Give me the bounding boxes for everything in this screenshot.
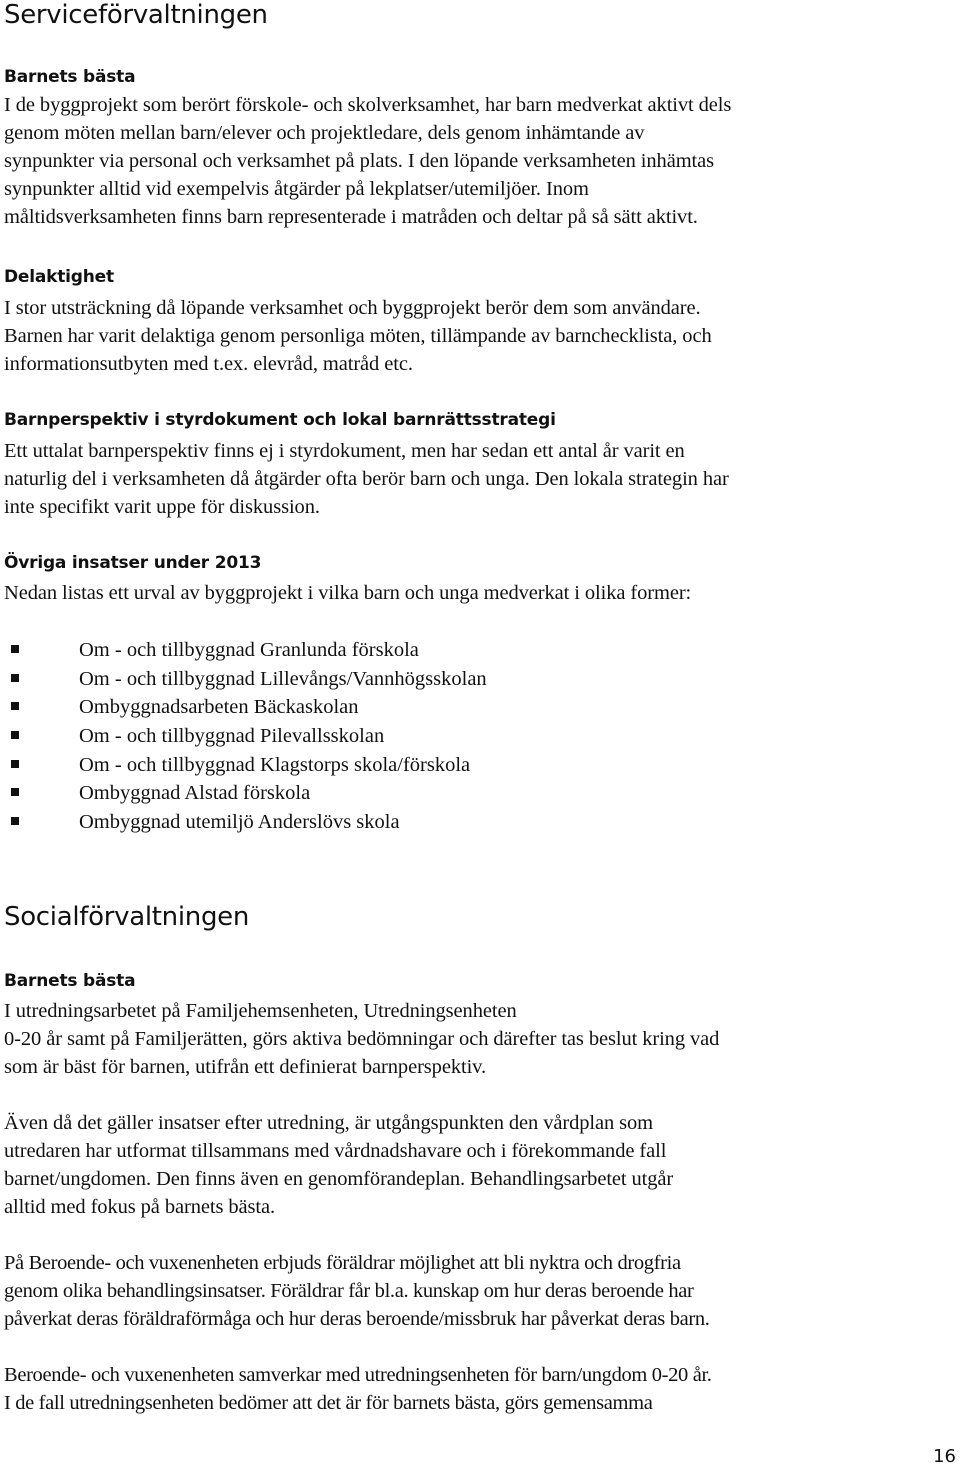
paragraph-ovriga-intro [4,579,959,607]
text-line: Beroende- och vuxenenheten samverkar med utredningsenheten för barn/ungdom 0-20 år. [4,1364,712,1386]
list-item-text: Ombyggnad utemiljö Anderslövs skola [79,811,400,834]
bullet-square-icon [11,674,19,682]
bullet-square-icon [11,760,19,768]
list-item-text: Om - och tillbyggnad Pilevallsskolan [79,725,385,748]
bullet-square-icon [11,702,19,710]
text-line: Även då det gäller insatser efter utredning, är utgångspunkten den vårdplan som [4,1112,654,1134]
text-line: alltid med fokus på barnets bästa. [4,1196,275,1218]
text-line: påverkat deras föräldraförmåga och hur deras beroende/missbruk har påverkat deras barn. [4,1308,710,1330]
page-number: 16 [933,1446,956,1467]
text-line: inte specifikt varit uppe för diskussion. [4,496,320,518]
text-line: Ett uttalat barnperspektiv finns ej i styrdokument, men har sedan ett antal år varit en [4,440,685,462]
heading-delaktighet: Delaktighet [4,267,114,287]
heading-barnets-basta-social: Barnets bästa [4,971,136,991]
text-line: genom möten mellan barn/elever och projektledare, dels genom inhämtande av [4,122,645,144]
list-item-text: Om - och tillbyggnad Klagstorps skola/förskola [79,753,471,776]
heading-barnets-basta: Barnets bästa [4,67,136,87]
bullet-square-icon [11,731,19,739]
text-line: 0-20 år samt på Familjerätten, görs aktiva bedömningar och därefter tas beslut kring vad [4,1028,720,1050]
text-line: informationsutbyten med t.ex. elevråd, matråd etc. [4,353,413,375]
list-item-text: Ombyggnadsarbeten Bäckaskolan [79,696,359,719]
text-line: Nedan listas ett urval av byggprojekt i vilka barn och unga medverkat i olika former: [4,582,692,604]
text-line: barnet/ungdomen. Den finns även en genomförandeplan. Behandlingsarbetet utgår [4,1168,674,1190]
text-line: utredaren har utformat tillsammans med vårdnadshavare och i förekommande fall [4,1140,667,1162]
bullet-square-icon [11,645,19,653]
text-line: I utredningsarbetet på Familjehemsenheten, Utredningsenheten [4,1000,517,1022]
text-line: genom olika behandlingsinsatser. Föräldrar får bl.a. kunskap om hur deras beroende har [4,1280,694,1302]
text-line: På Beroende- och vuxenenheten erbjuds föräldrar möjlighet att bli nyktra och drogfria [4,1252,681,1274]
paragraph-delaktighet [4,294,959,378]
text-line: måltidsverksamheten finns barn representerade i matråden och deltar på så sätt aktivt. [4,206,698,228]
list-item-text: Ombyggnad Alstad förskola [79,782,311,805]
list-item-text: Om - och tillbyggnad Lillevångs/Vannhögsskolan [79,667,487,690]
section-title-socialforvaltningen: Socialförvaltningen [4,902,250,932]
paragraph-social-3 [4,1249,959,1333]
paragraph-social-1 [4,997,959,1081]
bullet-square-icon [11,788,19,796]
section-title-serviceforvaltningen: Serviceförvaltningen [4,0,268,30]
paragraph-barnperspektiv [4,437,959,521]
text-line: Barnen har varit delaktiga genom personliga möten, tillämpande av barnchecklista, och [4,325,712,347]
text-line: I de byggprojekt som berört förskole- och skolverksamhet, har barn medverkat aktivt dels [4,94,732,116]
bullet-square-icon [11,817,19,825]
text-line: naturlig del i verksamheten då åtgärder ofta berör barn och unga. Den lokala strategin har [4,468,729,490]
list-item-text: Om - och tillbyggnad Granlunda förskola [79,639,419,661]
text-line: I de fall utredningsenheten bedömer att det är för barnets bästa, görs gemensamma [4,1392,653,1414]
text-line: synpunkter alltid vid exempelvis åtgärder på lekplatser/utemiljöer. Inom [4,178,589,200]
paragraph-barnets-basta [4,91,959,231]
text-line: synpunkter via personal och verksamhet på plats. I den löpande verksamheten inhämtas [4,150,715,172]
text-line: som är bäst för barnen, utifrån ett definierat barnperspektiv. [4,1056,487,1078]
heading-barnperspektiv: Barnperspektiv i styrdokument och lokal barnrättsstrategi [4,410,556,430]
heading-ovriga-insatser: Övriga insatser under 2013 [4,553,262,573]
paragraph-social-2 [4,1109,959,1221]
paragraph-social-4 [4,1361,959,1417]
text-line: I stor utsträckning då löpande verksamhet och byggprojekt berör dem som användare. [4,297,701,319]
